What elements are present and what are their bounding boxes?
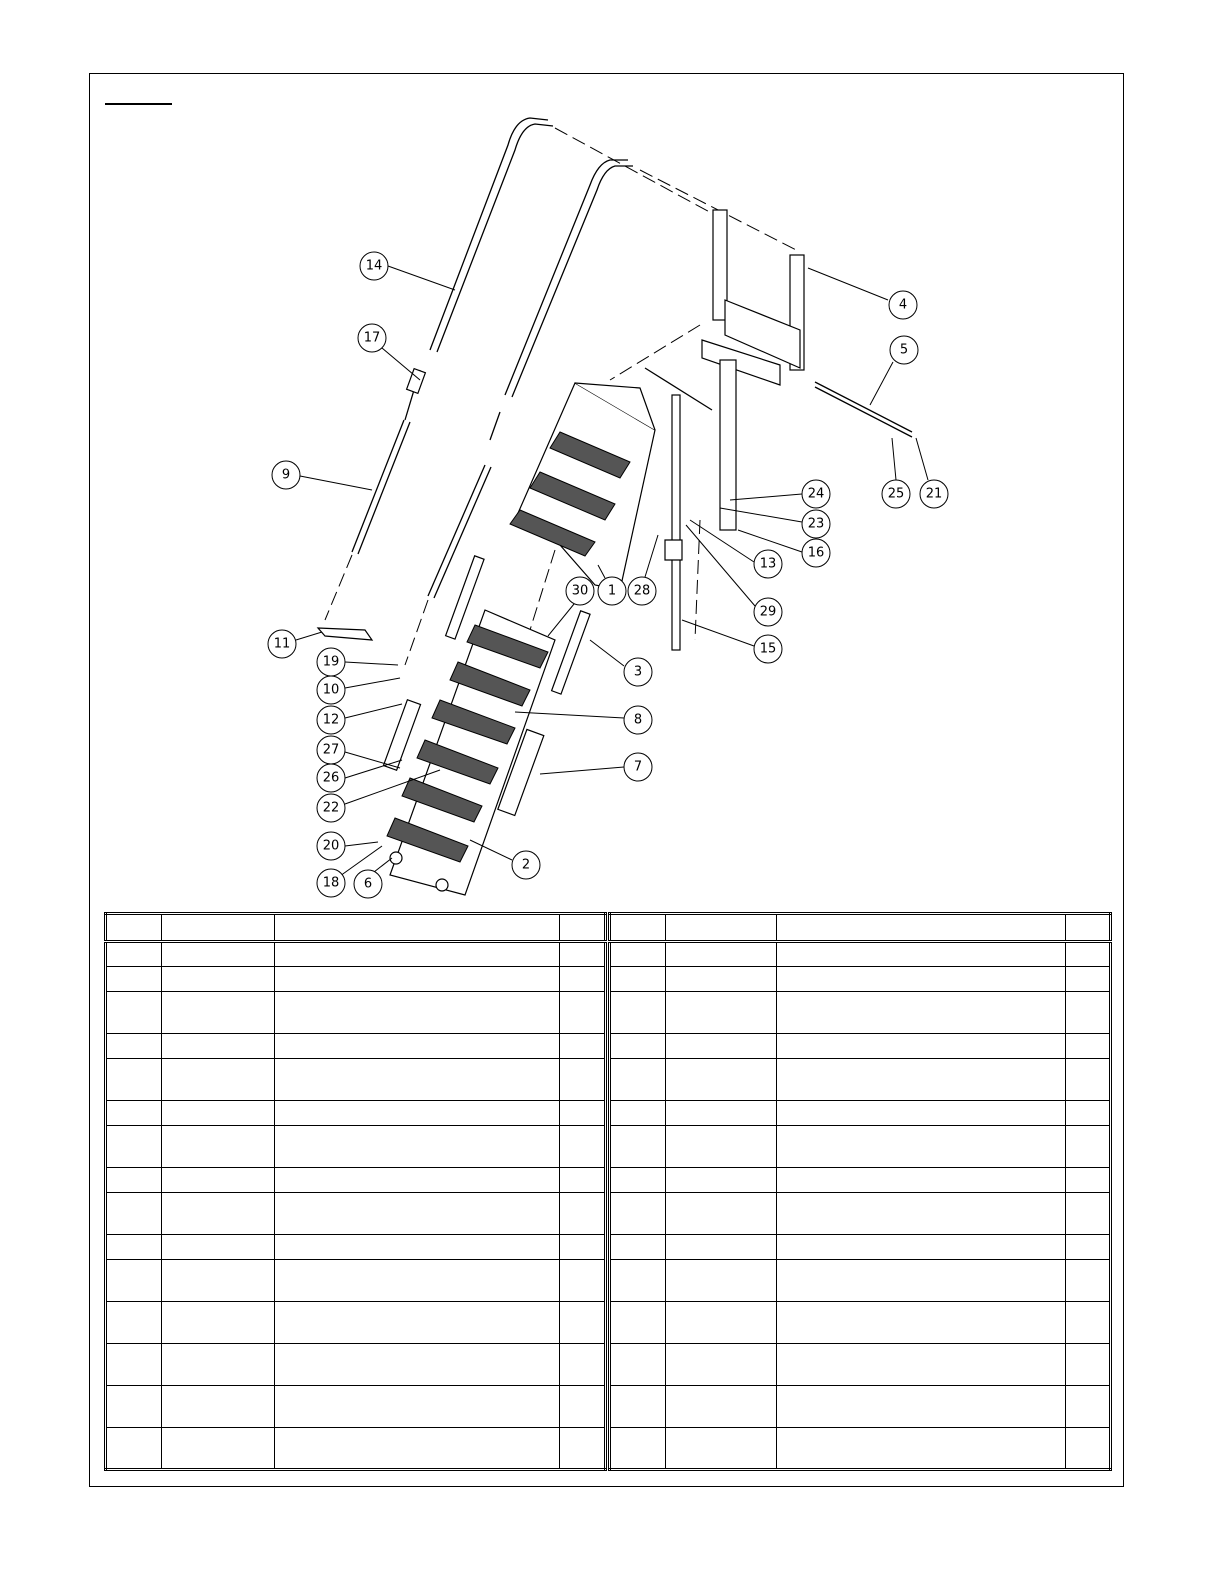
table-row [106,1260,606,1302]
table-row [610,992,1111,1034]
table-header-row [610,914,1111,942]
table-row [106,1034,606,1059]
table-row [106,1428,606,1470]
callout-label: 22 [322,800,340,816]
table-header-row [106,914,606,942]
hanging-bar [645,368,712,650]
support-bar [815,387,912,437]
table-row [610,1344,1111,1386]
table-row [610,1193,1111,1235]
parts-table-right [608,912,1112,1471]
callout-label: 4 [898,297,908,313]
table-row [610,1034,1111,1059]
callout-label: 18 [322,875,340,891]
table-row [106,992,606,1034]
callout-label: 15 [759,641,777,657]
table-row [610,1260,1111,1302]
table-row [106,942,606,967]
callout-label: 21 [925,486,943,502]
callout-label: 23 [807,516,825,532]
callout-label: 17 [363,330,381,346]
table-row [106,1344,606,1386]
table-cell [1065,914,1110,942]
table-row [106,1126,606,1168]
callout-label: 8 [633,712,643,728]
table-row [610,1101,1111,1126]
callout-label: 12 [322,712,340,728]
upper-stair-section [510,383,655,590]
callout-label: 19 [322,654,340,670]
callout-label: 16 [807,545,825,561]
centerline [610,325,700,380]
callout-label: 5 [899,342,909,358]
callout-label: 24 [807,486,825,502]
table-cell [777,914,1066,942]
table-cell [162,914,275,942]
table-row [106,967,606,992]
callout-label: 28 [633,583,651,599]
callout-label: 20 [322,838,340,854]
callout-label: 6 [363,876,373,892]
table-row [106,1101,606,1126]
callout-label: 11 [273,636,291,652]
lower-stair-section [383,556,590,895]
table-row [610,1235,1111,1260]
parts-table-left [104,912,607,1471]
centerline [555,128,715,215]
callout-label: 27 [322,742,340,758]
handrail-foot [318,628,372,640]
callout-label: 13 [759,556,777,572]
table-cell [106,914,162,942]
table-cell [610,914,666,942]
callout-label: 25 [887,486,905,502]
table-row [106,1193,606,1235]
callout-label: 2 [521,857,531,873]
table-row [106,1059,606,1101]
table-row [610,1059,1111,1101]
centerline [325,555,352,620]
table-row [610,1302,1111,1344]
support-bar [815,382,912,432]
callout-label: 10 [322,682,340,698]
table-row [106,1235,606,1260]
callout-label: 9 [281,467,291,483]
table-row [610,942,1111,967]
table-row [106,1386,606,1428]
table-row [106,1168,606,1193]
callout-label: 30 [571,583,589,599]
centerline [405,600,428,665]
table-row [610,1168,1111,1193]
table-row [610,1126,1111,1168]
centerline [530,550,555,630]
table-row [106,1302,606,1344]
top-platform [702,210,804,530]
callout-label: 1 [607,583,617,599]
callout-label: 7 [633,759,643,775]
callout-label: 14 [365,258,383,274]
callout-label: 3 [633,664,643,680]
table-row [610,967,1111,992]
table-cell [275,914,560,942]
table-row [610,1428,1111,1470]
table-row [610,1386,1111,1428]
table-cell [665,914,777,942]
callout-label: 26 [322,770,340,786]
callout-label: 29 [759,604,777,620]
table-cell [560,914,606,942]
